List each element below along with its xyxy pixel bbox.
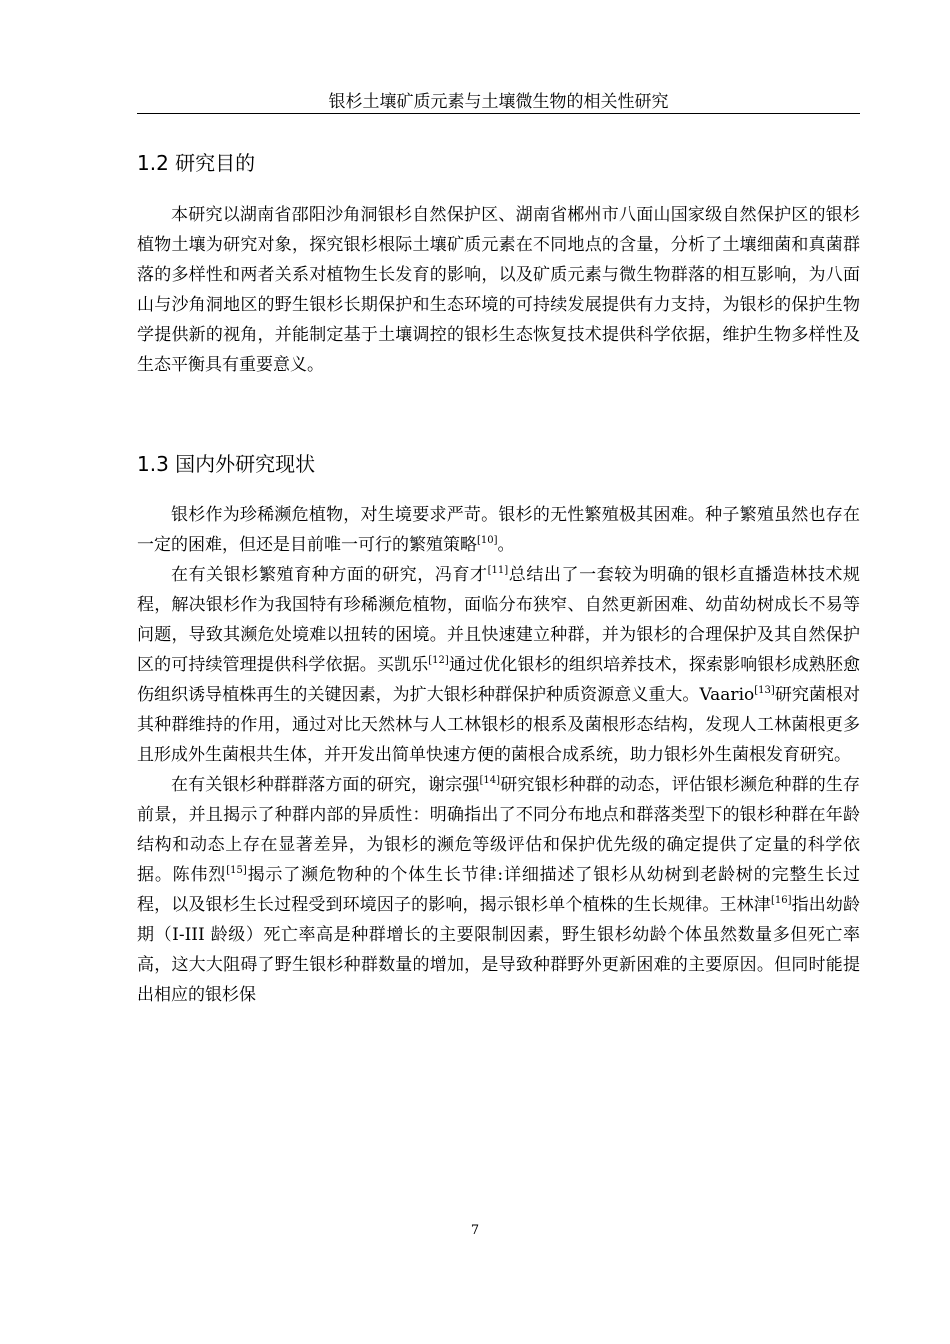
section-1-2-body [137, 200, 860, 380]
paragraph-text: 研究菌根对其种群维持的作用，通过对比天然林与人工林银杉的根系及菌根形态结构，发现人工林菌根更多且形成外生菌根共生体，并开发出简单快速方便的菌根合成系统，助力银杉外生菌根发育研究。 [137, 685, 861, 765]
header-divider [137, 113, 860, 114]
section-1-3-body [137, 500, 860, 1010]
paragraph [137, 500, 860, 560]
paragraph-text: 在有关银杉种群群落方面的研究，谢宗强 [171, 775, 480, 795]
paragraph [137, 200, 860, 380]
citation-ref: [12] [428, 655, 449, 666]
paragraph-text: 揭示了濒危物种的个体生长节律:详细描述了银杉从幼树到老龄树的完整生长过程，以及银杉生长过程受到环境因子的影响，揭示银杉单个植株的生长规律。王林津 [137, 865, 860, 915]
citation-ref: [13] [754, 685, 775, 696]
citation-ref: [16] [770, 895, 792, 906]
paragraph-text: 银杉作为珍稀濒危植物，对生境要求严苛。银杉的无性繁殖极其困难。种子繁殖虽然也存在一定的困难，但还是目前唯一可行的繁殖策略 [137, 505, 860, 555]
citation-ref: [11] [487, 565, 509, 576]
paragraph [137, 560, 860, 770]
citation-ref: [10] [477, 535, 498, 546]
paragraph-text: 指出幼龄期（I-III 龄级）死亡率高是种群增长的主要限制因素，野生银杉幼龄个体虽然数量多但死亡率高，这大大阻碍了野生银杉种群数量的增加，是导致种群野外更新困难的主要原因。但同时能提出相应的银杉保 [137, 895, 861, 1005]
section-heading-1-2: 1.2 研究目的 [137, 151, 256, 175]
paragraph [137, 770, 860, 1010]
paragraph-text: 通过优化银杉的组织培养技术，探索影响银杉成熟胚愈伤组织诱导植株再生的关键因素，为扩大银杉种群保护种质资源意义重大。Vaario [137, 655, 861, 705]
page-number: 7 [470, 1223, 480, 1238]
paragraph-text: 在有关银杉繁殖育种方面的研究，冯育才 [171, 565, 488, 585]
section-heading-1-3: 1.3 国内外研究现状 [137, 452, 316, 476]
paragraph-text: 本研究以湖南省邵阳沙角洞银杉自然保护区、湖南省郴州市八面山国家级自然保护区的银杉植物土壤为研究对象，探究银杉根际土壤矿质元素在不同地点的含量，分析了土壤细菌和真菌群落的多样性和两者关系对植物生长发育的影响，以及矿质元素与微生物群落的相互影响，为八面山与沙角洞地区的野生银杉长期保护和生态环境的可持续发展提供有力支持，为银杉的保护生物学提供新的视角，并能制定基于土壤调控的银杉生态恢复技术提供科学依据，维护生物多样性及生态平衡具有重要意义。 [137, 205, 860, 375]
citation-ref: [14] [479, 775, 501, 786]
citation-ref: [15] [226, 865, 247, 876]
running-header-title: 银杉土壤矿质元素与土壤微生物的相关性研究 [328, 92, 669, 112]
paragraph-text: 总结出了一套较为明确的银杉直播造林技术规程，解决银杉作为我国特有珍稀濒危植物，面临分布狭窄、自然更新困难、幼苗幼树成长不易等问题，导致其濒危处境难以扭转的困境。并且快速建立种群，并为银杉的合理保护及其自然保护区的可持续管理提供科学依据。买凯乐 [137, 565, 861, 675]
paragraph-text: 研究银杉种群的动态，评估银杉濒危种群的生存前景，并且揭示了种群内部的异质性：明确指出了不同分布地点和群落类型下的银杉种群在年龄结构和动态上存在显著差异，为银杉的濒危等级评估和保护优先级的确定提供了定量的科学依据。陈伟烈 [137, 775, 861, 885]
paragraph-text: 。 [497, 535, 515, 555]
